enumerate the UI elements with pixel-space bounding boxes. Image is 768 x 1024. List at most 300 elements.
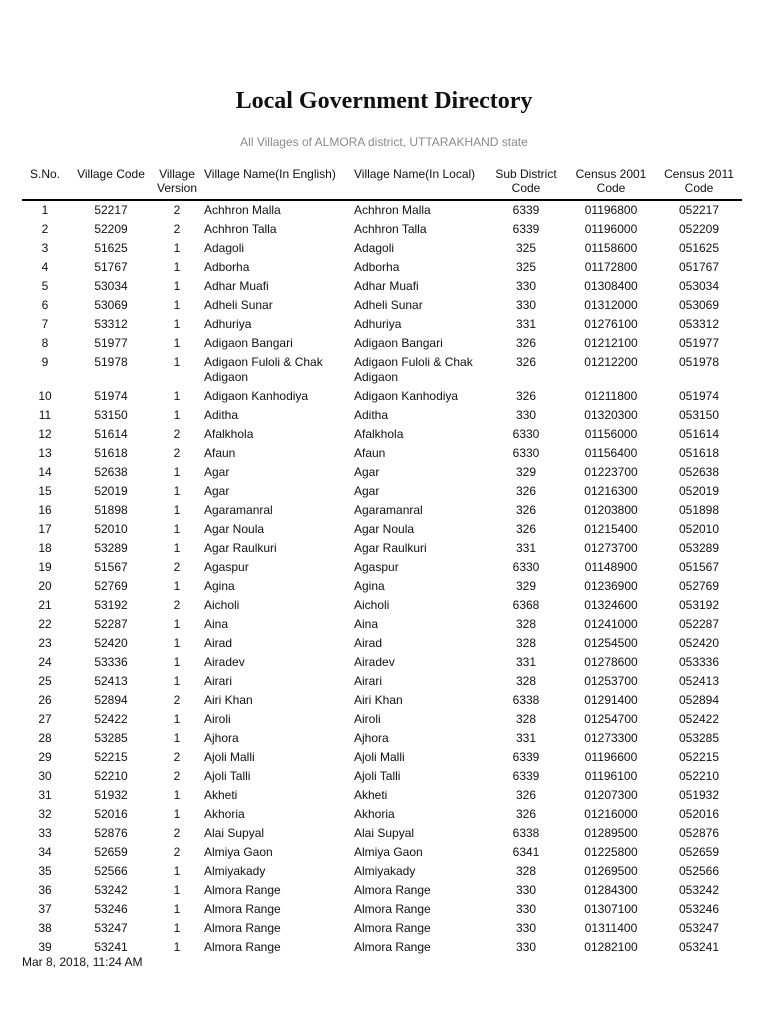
cell-sno: 32 [38, 807, 52, 821]
cell-village-code: 52769 [94, 579, 128, 593]
cell-census-2011: 052894 [678, 693, 720, 707]
table-row [22, 862, 742, 881]
cell-sno: 33 [38, 826, 52, 840]
cell-sno: 15 [38, 484, 52, 498]
cell-census-2001: 01320300 [584, 408, 638, 422]
cell-village-code: 52010 [94, 522, 128, 536]
cell-village-code: 53312 [94, 317, 128, 331]
cell-village-code: 51974 [94, 389, 128, 403]
cell-sub-district-code: 325 [515, 241, 537, 255]
cell-name-local: Almora Range [354, 883, 431, 897]
cell-census-2001: 01225800 [584, 845, 638, 859]
table-row [22, 334, 742, 353]
cell-sno: 20 [38, 579, 52, 593]
cell-village-code: 53246 [94, 902, 128, 916]
cell-village-code: 52209 [94, 222, 128, 236]
table-header [22, 165, 742, 200]
cell-village-code: 52422 [94, 712, 128, 726]
cell-sub-district-code: 6368 [512, 598, 540, 612]
page-subtitle: All Villages of ALMORA district, UTTARAKHAND state [240, 135, 528, 149]
cell-sno: 22 [38, 617, 52, 631]
cell-name-local: Afalkhola [354, 427, 404, 441]
table-row [22, 672, 742, 691]
cell-village-code: 52413 [94, 674, 128, 688]
table-row [22, 596, 742, 615]
cell-village-code: 52019 [94, 484, 128, 498]
cell-village-version: 1 [173, 336, 181, 350]
cell-name-local: Agaspur [354, 560, 399, 574]
cell-village-code: 51567 [94, 560, 128, 574]
cell-village-version: 1 [173, 408, 181, 422]
cell-census-2011: 052876 [678, 826, 720, 840]
cell-name-local: Almora Range [354, 902, 431, 916]
cell-name-local: Adigaon Bangari [354, 336, 443, 350]
cell-village-code: 53069 [94, 298, 128, 312]
cell-village-code: 51767 [94, 260, 128, 274]
cell-village-code: 51977 [94, 336, 128, 350]
cell-village-version: 1 [173, 636, 181, 650]
cell-name-local: Ajoli Talli [354, 769, 401, 783]
cell-name-english: Almiya Gaon [204, 845, 273, 859]
cell-census-2001: 01223700 [584, 465, 638, 479]
table-row [22, 558, 742, 577]
table-row [22, 353, 742, 387]
cell-village-version: 2 [173, 222, 181, 236]
cell-census-2011: 052215 [678, 750, 720, 764]
cell-sub-district-code: 326 [515, 484, 537, 498]
table-row [22, 824, 742, 843]
cell-village-version: 2 [173, 693, 181, 707]
cell-name-local: Almiyakady [354, 864, 416, 878]
cell-sno: 11 [38, 408, 52, 422]
cell-village-version: 1 [173, 317, 181, 331]
cell-sub-district-code: 6339 [512, 203, 540, 217]
table-row [22, 406, 742, 425]
cell-village-version: 1 [173, 260, 181, 274]
cell-village-version: 1 [173, 807, 181, 821]
cell-sub-district-code: 326 [515, 807, 537, 821]
cell-village-code: 52217 [94, 203, 128, 217]
cell-name-local: Agar Noula [354, 522, 415, 536]
cell-census-2001: 01312000 [584, 298, 638, 312]
cell-census-2011: 053246 [678, 902, 720, 916]
cell-sub-district-code: 326 [515, 788, 537, 802]
cell-sno: 18 [38, 541, 52, 555]
cell-village-version: 1 [173, 788, 181, 802]
cell-census-2001: 01324600 [584, 598, 638, 612]
cell-village-code: 52420 [94, 636, 128, 650]
cell-sub-district-code: 328 [515, 674, 537, 688]
cell-name-local: Alai Supyal [354, 826, 415, 840]
cell-census-2001: 01216000 [584, 807, 638, 821]
cell-name-local: Achhron Malla [354, 203, 431, 217]
cell-sno: 24 [38, 655, 52, 669]
cell-village-code: 53150 [94, 408, 128, 422]
cell-census-2001: 01196800 [584, 203, 638, 217]
cell-name-local: Ajoli Malli [354, 750, 405, 764]
table-row [22, 615, 742, 634]
cell-sno: 31 [38, 788, 52, 802]
cell-sno: 27 [38, 712, 52, 726]
cell-name-local: Airari [354, 674, 383, 688]
cell-census-2011: 052638 [678, 465, 720, 479]
cell-census-2011: 051974 [678, 389, 720, 403]
table-row [22, 919, 742, 938]
cell-name-english: Afalkhola [204, 427, 254, 441]
table-row [22, 239, 742, 258]
cell-village-code: 53285 [94, 731, 128, 745]
cell-census-2001: 01241000 [584, 617, 638, 631]
cell-census-2011: 052413 [678, 674, 720, 688]
cell-sub-district-code: 328 [515, 864, 537, 878]
table-row [22, 653, 742, 672]
cell-sub-district-code: 6330 [512, 427, 540, 441]
cell-census-2011: 052287 [678, 617, 720, 631]
cell-village-version: 1 [173, 579, 181, 593]
cell-village-code: 53247 [94, 921, 128, 935]
cell-name-english: Agar [204, 465, 230, 479]
table-row [22, 691, 742, 710]
cell-village-code: 52659 [94, 845, 128, 859]
cell-village-code: 53242 [94, 883, 128, 897]
cell-village-version: 2 [173, 845, 181, 859]
cell-sno: 3 [41, 241, 49, 255]
cell-census-2001: 01211800 [584, 389, 638, 403]
cell-sub-district-code: 328 [515, 712, 537, 726]
cell-name-english: Agar [204, 484, 230, 498]
cell-village-version: 2 [173, 203, 181, 217]
cell-census-2001: 01156400 [584, 446, 638, 460]
cell-sub-district-code: 330 [515, 921, 537, 935]
cell-name-local: Agar [354, 465, 380, 479]
cell-census-2001: 01203800 [584, 503, 638, 517]
cell-census-2011: 052217 [678, 203, 720, 217]
col-header-census-2011: Census 2011 Code [656, 165, 742, 200]
cell-sub-district-code: 6339 [512, 769, 540, 783]
cell-sno: 1 [41, 203, 49, 217]
cell-census-2011: 051978 [678, 355, 720, 369]
cell-sno: 36 [38, 883, 52, 897]
cell-census-2001: 01273300 [584, 731, 638, 745]
cell-name-english: Akheti [204, 788, 238, 802]
cell-sub-district-code: 6330 [512, 446, 540, 460]
table-row [22, 315, 742, 334]
cell-sno: 34 [38, 845, 52, 859]
cell-census-2001: 01284300 [584, 883, 638, 897]
cell-name-english: Agar Raulkuri [204, 541, 277, 555]
cell-village-version: 2 [173, 560, 181, 574]
cell-census-2011: 053150 [678, 408, 720, 422]
cell-village-code: 53034 [94, 279, 128, 293]
cell-village-version: 1 [173, 864, 181, 878]
cell-name-local: Airad [354, 636, 383, 650]
cell-village-version: 1 [173, 541, 181, 555]
cell-village-version: 2 [173, 750, 181, 764]
cell-census-2001: 01148900 [584, 560, 638, 574]
cell-name-local: Almora Range [354, 940, 431, 954]
cell-name-english: Airari [204, 674, 233, 688]
cell-name-english: Alai Supyal [204, 826, 265, 840]
col-header-census-2001: Census 2001 Code [566, 165, 656, 200]
cell-census-2011: 053242 [678, 883, 720, 897]
cell-name-english: Agaspur [204, 560, 249, 574]
cell-village-version: 1 [173, 465, 181, 479]
cell-census-2011: 051898 [678, 503, 720, 517]
cell-name-english: Almora Range [204, 940, 281, 954]
cell-name-local: Adhuriya [354, 317, 402, 331]
table-row [22, 277, 742, 296]
cell-sno: 19 [38, 560, 52, 574]
cell-sno: 37 [38, 902, 52, 916]
table-row [22, 577, 742, 596]
cell-census-2001: 01212100 [584, 336, 638, 350]
cell-census-2001: 01207300 [584, 788, 638, 802]
cell-village-code: 52016 [94, 807, 128, 821]
cell-village-code: 53241 [94, 940, 128, 954]
cell-sno: 23 [38, 636, 52, 650]
cell-name-local: Almiya Gaon [354, 845, 423, 859]
cell-census-2001: 01254500 [584, 636, 638, 650]
cell-sub-district-code: 330 [515, 902, 537, 916]
cell-name-english: Achhron Talla [204, 222, 277, 236]
cell-name-english: Afaun [204, 446, 236, 460]
cell-name-local: Airoli [354, 712, 381, 726]
cell-village-version: 1 [173, 617, 181, 631]
cell-name-local: Achhron Talla [354, 222, 427, 236]
cell-name-english: Adhuriya [204, 317, 252, 331]
cell-census-2011: 051767 [678, 260, 720, 274]
cell-sno: 13 [38, 446, 52, 460]
cell-census-2001: 01196600 [584, 750, 638, 764]
cell-sno: 28 [38, 731, 52, 745]
cell-village-version: 1 [173, 902, 181, 916]
cell-sno: 21 [38, 598, 52, 612]
cell-sno: 39 [38, 940, 52, 954]
cell-village-version: 1 [173, 655, 181, 669]
cell-census-2001: 01282100 [584, 940, 638, 954]
cell-census-2011: 052566 [678, 864, 720, 878]
cell-name-english: Adigaon Fuloli & Chak Adigaon [204, 355, 323, 384]
cell-village-code: 51625 [94, 241, 128, 255]
cell-sub-district-code: 6341 [512, 845, 540, 859]
cell-village-code: 52287 [94, 617, 128, 631]
cell-sub-district-code: 331 [515, 541, 537, 555]
cell-name-english: Almiyakady [204, 864, 266, 878]
cell-name-local: Airi Khan [354, 693, 403, 707]
cell-sub-district-code: 330 [515, 940, 537, 954]
cell-name-local: Agina [354, 579, 385, 593]
cell-name-english: Airadev [204, 655, 245, 669]
cell-name-english: Adborha [204, 260, 250, 274]
cell-census-2001: 01308400 [584, 279, 638, 293]
cell-name-english: Airad [204, 636, 233, 650]
cell-sub-district-code: 331 [515, 655, 537, 669]
table-row [22, 220, 742, 239]
cell-census-2001: 01276100 [584, 317, 638, 331]
cell-village-code: 53336 [94, 655, 128, 669]
cell-name-local: Adagoli [354, 241, 395, 255]
cell-census-2011: 051618 [678, 446, 720, 460]
cell-sub-district-code: 326 [515, 522, 537, 536]
cell-sub-district-code: 328 [515, 636, 537, 650]
cell-census-2001: 01291400 [584, 693, 638, 707]
cell-census-2011: 052016 [678, 807, 720, 821]
cell-census-2011: 051567 [678, 560, 720, 574]
cell-village-version: 2 [173, 446, 181, 460]
cell-village-version: 2 [173, 427, 181, 441]
cell-village-version: 1 [173, 921, 181, 935]
table-row [22, 482, 742, 501]
cell-census-2011: 053285 [678, 731, 720, 745]
cell-sno: 29 [38, 750, 52, 764]
table-row [22, 258, 742, 277]
table-row [22, 200, 742, 220]
cell-name-local: Adhar Muafi [354, 279, 419, 293]
cell-name-english: Ajoli Talli [204, 769, 251, 783]
cell-census-2001: 01253700 [584, 674, 638, 688]
table-row [22, 767, 742, 786]
cell-sno: 10 [38, 389, 52, 403]
table-row [22, 786, 742, 805]
cell-sub-district-code: 6330 [512, 560, 540, 574]
table-row [22, 539, 742, 558]
cell-name-local: Aditha [354, 408, 389, 422]
cell-census-2011: 053336 [678, 655, 720, 669]
cell-village-code: 51898 [94, 503, 128, 517]
cell-village-code: 51614 [94, 427, 128, 441]
cell-sno: 5 [41, 279, 49, 293]
cell-census-2001: 01269500 [584, 864, 638, 878]
cell-village-version: 1 [173, 940, 181, 954]
cell-name-english: Agaramanral [204, 503, 273, 517]
cell-census-2011: 051614 [678, 427, 720, 441]
cell-name-local: Agar [354, 484, 380, 498]
cell-census-2011: 052769 [678, 579, 720, 593]
cell-village-code: 53192 [94, 598, 128, 612]
cell-census-2001: 01216300 [584, 484, 638, 498]
cell-census-2011: 052210 [678, 769, 720, 783]
cell-name-local: Almora Range [354, 921, 431, 935]
cell-census-2011: 053034 [678, 279, 720, 293]
cell-census-2001: 01215400 [584, 522, 638, 536]
cell-sno: 35 [38, 864, 52, 878]
table-row [22, 425, 742, 444]
cell-name-english: Adheli Sunar [204, 298, 273, 312]
col-header-village-code: Village Code [68, 165, 154, 200]
cell-sub-district-code: 326 [515, 336, 537, 350]
cell-name-english: Ajhora [204, 731, 239, 745]
cell-name-english: Aina [204, 617, 229, 631]
cell-sub-district-code: 330 [515, 408, 537, 422]
cell-census-2001: 01172800 [584, 260, 638, 274]
col-header-name-english: Village Name(In English) [200, 165, 350, 200]
footer-timestamp: Mar 8, 2018, 11:24 AM [22, 955, 143, 969]
cell-census-2001: 01278600 [584, 655, 638, 669]
cell-sno: 2 [41, 222, 49, 236]
cell-village-code: 52638 [94, 465, 128, 479]
cell-name-english: Adigaon Kanhodiya [204, 389, 309, 403]
cell-sno: 25 [38, 674, 52, 688]
cell-village-code: 51978 [94, 355, 128, 369]
cell-village-version: 2 [173, 826, 181, 840]
cell-name-english: Airoli [204, 712, 231, 726]
table-row [22, 710, 742, 729]
village-table [22, 165, 742, 957]
table-body [22, 200, 742, 957]
cell-sub-district-code: 326 [515, 355, 537, 369]
cell-census-2001: 01196000 [584, 222, 638, 236]
cell-census-2011: 052422 [678, 712, 720, 726]
cell-sub-district-code: 329 [515, 465, 537, 479]
cell-census-2001: 01311400 [584, 921, 638, 935]
col-header-sno: S.No. [22, 165, 68, 200]
cell-village-version: 1 [173, 389, 181, 403]
cell-sno: 6 [41, 298, 49, 312]
table-row [22, 444, 742, 463]
cell-census-2001: 01156000 [584, 427, 638, 441]
table-row [22, 881, 742, 900]
cell-census-2011: 051932 [678, 788, 720, 802]
cell-name-english: Achhron Malla [204, 203, 281, 217]
cell-village-code: 51932 [94, 788, 128, 802]
cell-sno: 9 [41, 355, 49, 369]
table-row [22, 520, 742, 539]
cell-sno: 14 [38, 465, 52, 479]
cell-sub-district-code: 329 [515, 579, 537, 593]
col-header-village-version: Village Version [154, 165, 200, 200]
cell-census-2011: 053312 [678, 317, 720, 331]
cell-census-2001: 01212200 [584, 355, 638, 369]
cell-name-local: Ajhora [354, 731, 389, 745]
cell-village-code: 52215 [94, 750, 128, 764]
cell-sub-district-code: 331 [515, 317, 537, 331]
cell-name-english: Ajoli Malli [204, 750, 255, 764]
cell-census-2011: 053289 [678, 541, 720, 555]
cell-sno: 16 [38, 503, 52, 517]
cell-village-code: 52876 [94, 826, 128, 840]
cell-census-2011: 052659 [678, 845, 720, 859]
cell-census-2001: 01273700 [584, 541, 638, 555]
cell-census-2011: 052010 [678, 522, 720, 536]
cell-sub-district-code: 6338 [512, 693, 540, 707]
cell-name-english: Agina [204, 579, 235, 593]
cell-village-code: 51618 [94, 446, 128, 460]
cell-name-local: Afaun [354, 446, 386, 460]
cell-sub-district-code: 6338 [512, 826, 540, 840]
table-row [22, 634, 742, 653]
cell-sub-district-code: 328 [515, 617, 537, 631]
cell-name-local: Airadev [354, 655, 395, 669]
cell-name-english: Agar Noula [204, 522, 265, 536]
cell-village-version: 1 [173, 883, 181, 897]
cell-village-code: 52566 [94, 864, 128, 878]
cell-name-local: Agaramanral [354, 503, 423, 517]
cell-village-code: 53289 [94, 541, 128, 555]
cell-name-local: Adborha [354, 260, 400, 274]
cell-village-version: 1 [173, 503, 181, 517]
cell-sno: 26 [38, 693, 52, 707]
cell-name-english: Almora Range [204, 883, 281, 897]
cell-name-local: Akheti [354, 788, 388, 802]
cell-census-2011: 052420 [678, 636, 720, 650]
cell-name-local: Aicholi [354, 598, 390, 612]
cell-census-2011: 053069 [678, 298, 720, 312]
cell-name-english: Akhoria [204, 807, 245, 821]
cell-census-2001: 01196100 [584, 769, 638, 783]
cell-sno: 8 [41, 336, 49, 350]
cell-village-version: 1 [173, 355, 181, 369]
cell-sno: 7 [41, 317, 49, 331]
